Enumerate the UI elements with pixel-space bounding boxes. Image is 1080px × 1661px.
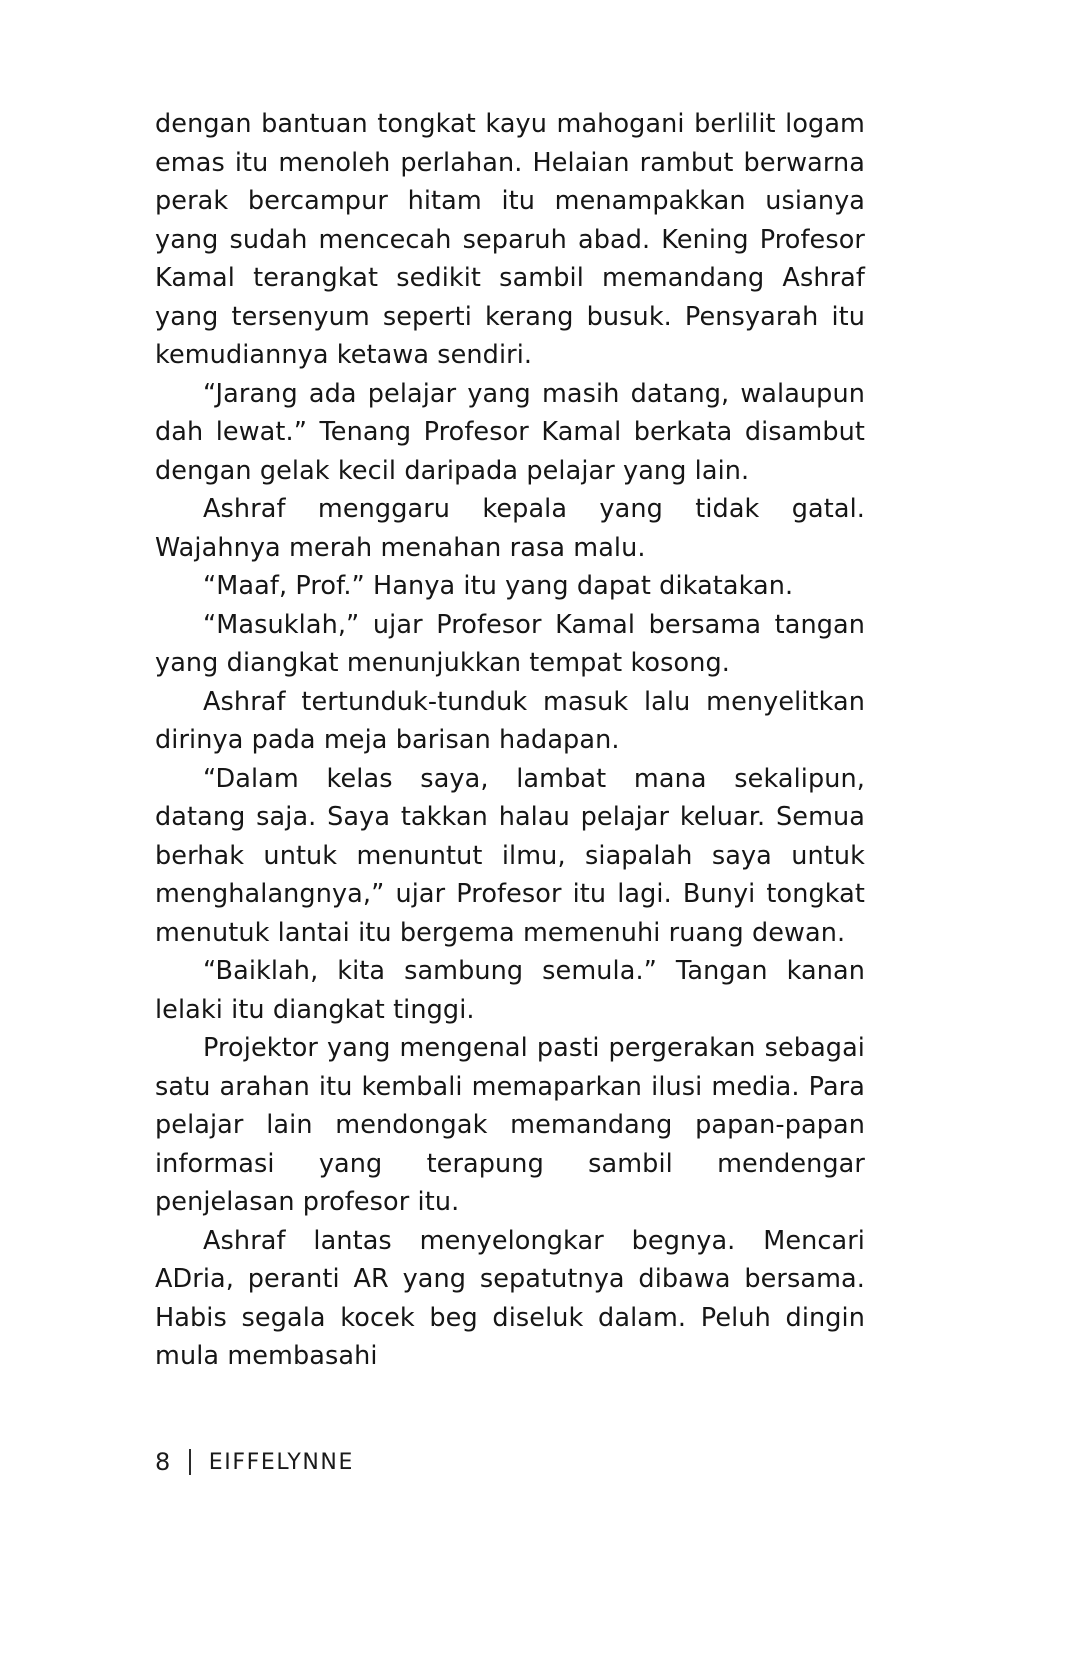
paragraph: Ashraf menggaru kepala yang tidak gatal. Wajahnya merah menahan rasa malu. — [155, 494, 865, 563]
page-number: 8 — [155, 1448, 171, 1476]
footer-divider — [189, 1449, 191, 1475]
book-title: EIFFELYNNE — [208, 1449, 354, 1475]
paragraph: “Dalam kelas saya, lambat mana sekalipun, datang saja. Saya takkan halau pelajar keluar. Semua berhak untuk menuntut ilmu, siapalah saya untuk menghalangnya,” ujar Profesor itu lagi. Bunyi tongkat menutuk lantai itu bergema memenuhi ruang dewan. — [155, 763, 865, 948]
paragraph: dengan bantuan tongkat kayu mahogani berlilit logam emas itu menoleh perlahan. Helaian rambut berwarna perak bercampur hitam itu menampakkan usianya yang sudah mencecah separuh abad. Kening Profesor Kamal terangkat sedikit sambil memandang Ashraf yang tersenyum seperti kerang busuk. Pensyarah itu kemudiannya ketawa sendiri. — [155, 109, 865, 370]
paragraph: Projektor yang mengenal pasti pergerakan sebagai satu arahan itu kembali memaparkan ilusi media. Para pelajar lain mendongak memandang papan-papan informasi yang terapung sambil mendengar penjelasan profesor itu. — [155, 1033, 865, 1217]
paragraph: “Maaf, Prof.” Hanya itu yang dapat dikatakan. — [203, 571, 794, 601]
paragraph: “Jarang ada pelajar yang masih datang, walaupun dah lewat.” Tenang Profesor Kamal berkata disambut dengan gelak kecil daripada pelajar yang lain. — [155, 378, 865, 486]
paragraph: “Baiklah, kita sambung semula.” Tangan kanan lelaki itu diangkat tinggi. — [155, 956, 865, 1025]
paragraph: Ashraf tertunduk-tunduk masuk lalu menyelitkan dirinya pada meja barisan hadapan. — [155, 686, 865, 755]
page-footer — [155, 1448, 865, 1476]
paragraph: Ashraf lantas menyelongkar begnya. Mencari ADria, peranti AR yang sepatutnya dibawa bersama. Habis segala kocek beg diseluk dalam. Peluh dingin mula membasahi — [155, 1225, 865, 1371]
body-text-column — [155, 105, 865, 1376]
paragraph: “Masuklah,” ujar Profesor Kamal bersama tangan yang diangkat menunjukkan tempat kosong. — [155, 609, 865, 678]
